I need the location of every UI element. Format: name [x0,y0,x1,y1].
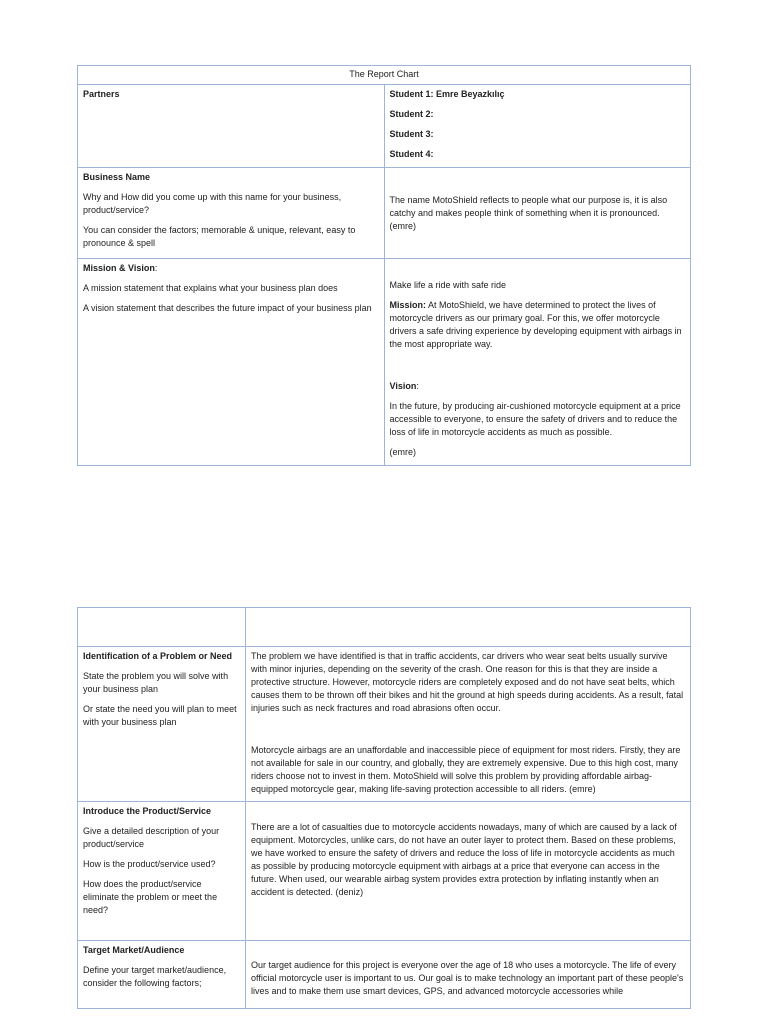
mission-vision-answer-cell [384,259,691,466]
mission-vision-heading: Mission & Vision: [83,263,158,273]
mission-text: At MotoShield, we have determined to protect the lives of motorcycle drivers as our primary goal. For this, we offer motorcycle drivers a safe driving experience by developing equipment with airbags in the most appropriate way. [389,300,682,349]
product-prompt-2: How is the product/service used? [83,859,216,869]
empty-header-left [78,608,246,647]
partners-label: Partners [83,89,120,99]
product-prompt-1: Give a detailed description of your product/service [83,826,220,849]
business-name-prompt-2: You can consider the factors; memorable & unique, relevant, easy to pronounce & spell [83,225,356,248]
problem-prompt-2: Or state the need you will plan to meet with your business plan [83,704,237,727]
student-1: Student 1: Emre Beyazkılıç [389,89,505,99]
target-heading: Target Market/Audience [83,945,185,955]
business-name-answer: The name MotoShield reflects to people what our purpose is, it is also catchy and makes people think of something when it is pronounced. (emre) [389,194,668,231]
business-name-heading: Business Name [83,172,151,182]
problem-row [78,647,691,802]
product-prompt-cell [78,802,246,941]
business-name-prompt-1: Why and How did you come up with this name for your business, product/service? [83,192,342,215]
product-answer: There are a lot of casualties due to motorcycle accidents nowadays, many of which are caused by a lack of equipment. Motorcycles, unlike cars, do not have an outer layer to protect them. Based on these problems, we have worked to ensure the safety of drivers and reduce the loss of life in motorcycle accidents as much as possible by producing motorcycle equipment with airbags at a price that everyone can access in the future. When used, our wearable airbag system provides extra protection by inflating instantly when an accident is detected. (deniz) [251,822,677,897]
problem-heading: Identification of a Problem or Need [83,651,233,661]
vision-heading: Vision: [389,381,419,391]
problem-answer-cell [246,647,691,802]
partners-label-cell [78,85,385,168]
empty-header-row [78,608,691,647]
problem-answer-2: Motorcycle airbags are an unaffordable and inaccessible piece of equipment for most riders. Firstly, they are not available for sale in our country, and globally, they are extremely expensive. Due to this high cost, many riders choose not to invest in them. MotoShield will solve this problem by providing affordable airbag-equipped motorcycle gear, making life-saving protection accessible to all riders. (emre) [251,745,681,794]
problem-answer-1: The problem we have identified is that in traffic accidents, car drivers who wear seat belts usually survive with minor injuries, depending on the severity of the crash. One reason for this is that they are inside a protective structure. However, motorcycle riders are completely exposed and do not have seat belts, which causes them to be thrown off their bikes and hit the ground at high speeds during accidents. As a result, fatal injuries such as neck fractures and road abrasions often occur. [251,651,684,713]
report-chart-title: The Report Chart [78,66,691,85]
student-4: Student 4: [389,149,434,159]
target-prompt-1: Define your target market/audience, consider the following factors; [83,965,227,988]
students-cell [384,85,691,168]
mission-statement [390,299,686,351]
partners-row [78,85,691,168]
mission-vision-author: (emre) [389,447,416,457]
product-row [78,802,691,941]
report-chart-table [77,65,691,466]
business-name-prompt-cell [78,168,385,259]
product-heading: Introduce the Product/Service [83,806,212,816]
business-name-row [78,168,691,259]
mission-label: Mission: [389,300,427,310]
student-3: Student 3: [389,129,434,139]
report-chart-table-continued [77,607,691,1009]
target-answer: Our target audience for this project is everyone over the age of 18 who uses a motorcycle. The life of every official motorcycle user is important to us. Our goal is to make technology an important part of these people's lives and to make them use smart devices, GPS, and advanced motorcycle accessories while [251,960,684,996]
vision-prompt: A vision statement that describes the future impact of your business plan [83,303,372,313]
empty-header-right [246,608,691,647]
business-name-answer-cell [384,168,691,259]
mission-prompt: A mission statement that explains what your business plan does [83,283,338,293]
title-row [78,66,691,85]
mission-vision-row [78,259,691,466]
slogan: Make life a ride with safe ride [389,280,507,290]
problem-prompt-cell [78,647,246,802]
problem-prompt-1: State the problem you will solve with your business plan [83,671,229,694]
vision-text: In the future, by producing air-cushioned motorcycle equipment at a price accessible to everyone, to ensure the safety of drivers and to reduce the loss of life in motorcycle accidents as much as possible. [389,401,681,437]
target-answer-cell [246,941,691,1009]
target-row [78,941,691,1009]
target-prompt-cell [78,941,246,1009]
student-2: Student 2: [389,109,434,119]
product-answer-cell [246,802,691,941]
mission-vision-prompt-cell [78,259,385,466]
product-prompt-3: How does the product/service eliminate the problem or meet the need? [83,879,218,915]
